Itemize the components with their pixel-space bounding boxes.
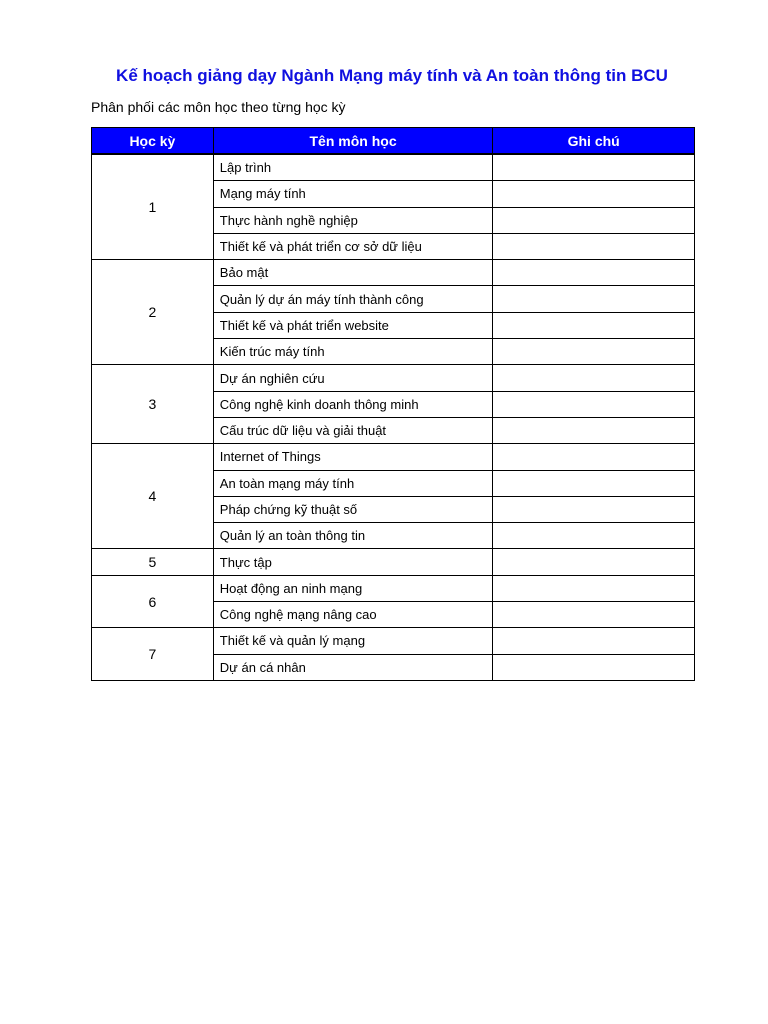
- semester-cell: 7: [92, 628, 214, 681]
- header-course-name: Tên môn học: [213, 128, 493, 155]
- notes-cell: [493, 602, 695, 628]
- notes-cell: [493, 312, 695, 338]
- course-name-cell: Cấu trúc dữ liệu và giải thuật: [213, 417, 493, 443]
- table-row: [92, 365, 695, 391]
- table-header-row: [92, 128, 695, 155]
- semester-cell: 1: [92, 154, 214, 260]
- course-name-cell: Dự án cá nhân: [213, 654, 493, 680]
- course-name-cell: Mạng máy tính: [213, 181, 493, 207]
- course-name-cell: Thiết kế và phát triển website: [213, 312, 493, 338]
- course-name-cell: Thiết kế và quản lý mạng: [213, 628, 493, 654]
- notes-cell: [493, 339, 695, 365]
- notes-cell: [493, 260, 695, 286]
- notes-cell: [493, 444, 695, 470]
- notes-cell: [493, 523, 695, 549]
- header-semester: Học kỳ: [92, 128, 214, 155]
- notes-cell: [493, 628, 695, 654]
- notes-cell: [493, 286, 695, 312]
- course-name-cell: Pháp chứng kỹ thuật số: [213, 496, 493, 522]
- course-name-cell: Kiến trúc máy tính: [213, 339, 493, 365]
- table-row: [92, 444, 695, 470]
- course-name-cell: Internet of Things: [213, 444, 493, 470]
- semester-cell: 2: [92, 260, 214, 365]
- course-name-cell: Hoạt động an ninh mạng: [213, 575, 493, 601]
- course-name-cell: Thực hành nghề nghiệp: [213, 207, 493, 233]
- course-name-cell: An toàn mạng máy tính: [213, 470, 493, 496]
- table-row: [92, 575, 695, 601]
- course-name-cell: Dự án nghiên cứu: [213, 365, 493, 391]
- notes-cell: [493, 575, 695, 601]
- notes-cell: [493, 154, 695, 181]
- course-name-cell: Quản lý an toàn thông tin: [213, 523, 493, 549]
- table-row: [92, 260, 695, 286]
- course-name-cell: Bảo mật: [213, 260, 493, 286]
- table-row: [92, 154, 695, 181]
- course-name-cell: Quản lý dự án máy tính thành công: [213, 286, 493, 312]
- notes-cell: [493, 365, 695, 391]
- course-name-cell: Thực tập: [213, 549, 493, 575]
- notes-cell: [493, 417, 695, 443]
- semester-cell: 4: [92, 444, 214, 549]
- course-name-cell: Thiết kế và phát triển cơ sở dữ liệu: [213, 233, 493, 259]
- header-notes: Ghi chú: [493, 128, 695, 155]
- notes-cell: [493, 496, 695, 522]
- semester-cell: 5: [92, 549, 214, 575]
- course-name-cell: Công nghệ kinh doanh thông minh: [213, 391, 493, 417]
- page-title: Kế hoạch giảng dạy Ngành Mạng máy tính và An toàn thông tin BCU: [116, 66, 668, 85]
- course-name-cell: Lập trình: [213, 154, 493, 181]
- semester-cell: 3: [92, 365, 214, 444]
- notes-cell: [493, 391, 695, 417]
- course-name-cell: Công nghệ mạng nâng cao: [213, 602, 493, 628]
- notes-cell: [493, 207, 695, 233]
- page-subtitle: Phân phối các môn học theo từng học kỳ: [91, 99, 346, 115]
- table-body: [92, 154, 695, 680]
- notes-cell: [493, 549, 695, 575]
- curriculum-table: [91, 127, 695, 681]
- table-row: [92, 549, 695, 575]
- notes-cell: [493, 470, 695, 496]
- semester-cell: 6: [92, 575, 214, 628]
- notes-cell: [493, 654, 695, 680]
- notes-cell: [493, 233, 695, 259]
- table-row: [92, 628, 695, 654]
- notes-cell: [493, 181, 695, 207]
